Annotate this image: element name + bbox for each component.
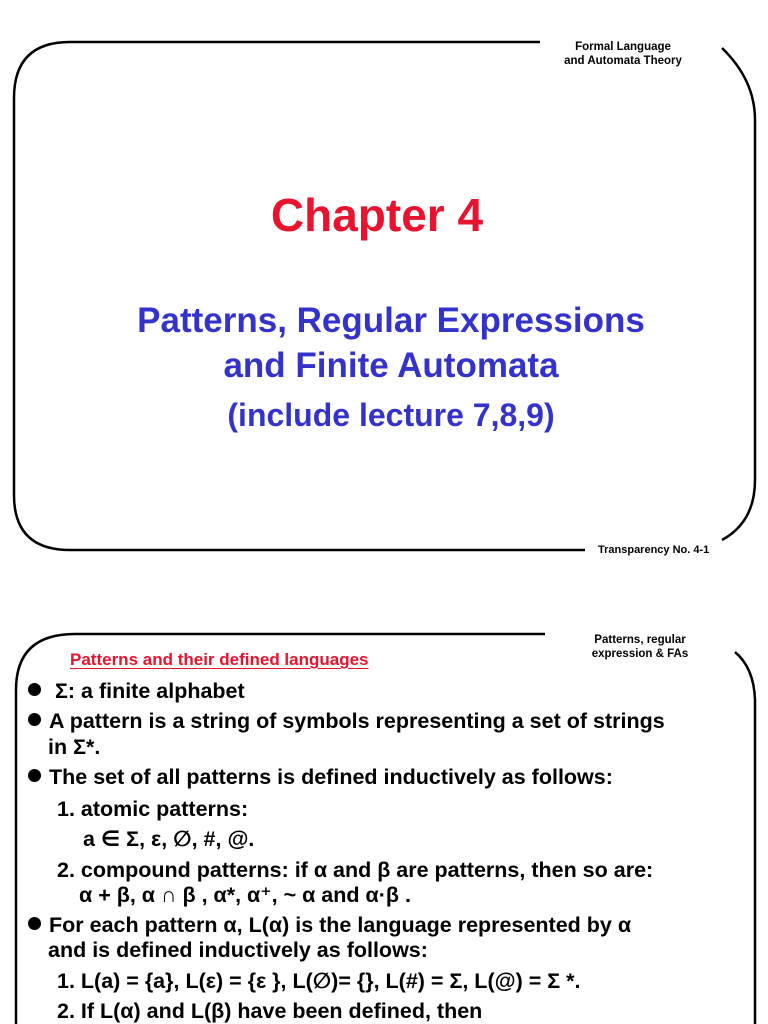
sub-item: 1. L(a) = {a}, L(ε) = {ε }, L(∅)= {}, L(#) = Σ, L(@) = Σ *.	[57, 969, 581, 993]
slide1-header-line2: and Automata Theory	[564, 55, 682, 67]
subtitle	[0, 298, 768, 388]
sub-item: 2. compound patterns: if α and β are patterns, then so are:	[57, 858, 654, 882]
slide2-header-line1: Patterns, regular	[594, 634, 686, 646]
section-title: Patterns and their defined languages	[70, 650, 369, 669]
list-item-continuation: in Σ*.	[48, 735, 101, 759]
sub-item-detail: a ∈ Σ, ε, ∅, #, @.	[83, 827, 255, 851]
sub-item-detail: α + β, α ∩ β , α*, α⁺, ~ α and α·β .	[79, 883, 411, 907]
sub-item: 1. atomic patterns:	[57, 797, 249, 821]
subtitle-line2: and Finite Automata	[223, 346, 559, 385]
sub-item: 2. If L(α) and L(β) have been defined, then	[57, 999, 483, 1023]
slide1-frame-right	[722, 48, 755, 540]
slide2-frame-right	[735, 652, 755, 1024]
bullet-icon	[28, 713, 41, 726]
list-item: For each pattern α, L(α) is the language represented by α	[28, 912, 631, 938]
slide1-frame-left	[14, 42, 585, 550]
subtitle-line3: (include lecture 7,8,9)	[227, 397, 555, 433]
list-item: A pattern is a string of symbols representing a set of strings	[28, 708, 665, 734]
bullet-icon	[28, 769, 41, 782]
list-item: Σ: a finite alphabet	[28, 678, 245, 704]
slide1-footer: Transparency No. 4-1	[598, 544, 710, 556]
slide2-header	[565, 633, 715, 661]
slide1-header	[548, 40, 698, 68]
chapter-title: Chapter 4	[270, 189, 484, 241]
bullet-icon	[28, 683, 41, 696]
subtitle-line1: Patterns, Regular Expressions	[137, 301, 645, 340]
slide1-header-line1: Formal Language	[575, 41, 671, 53]
list-item-continuation: and is defined inductively as follows:	[48, 938, 428, 962]
bullet-icon	[28, 917, 41, 930]
list-item: The set of all patterns is defined inductively as follows:	[28, 764, 613, 790]
slide2-header-line2: expression & FAs	[591, 648, 689, 660]
